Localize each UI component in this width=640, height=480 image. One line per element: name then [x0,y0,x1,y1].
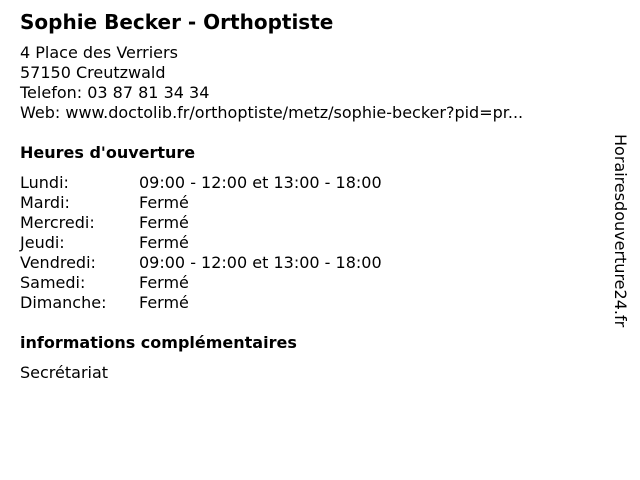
hours-row-wednesday [20,213,600,233]
day-label: Lundi: [20,173,69,192]
additional-info-heading: informations complémentaires [20,333,297,352]
city-postcode: 57150 Creutzwald [20,63,166,82]
day-label: Mercredi: [20,213,95,232]
hours-value: Fermé [139,193,189,212]
day-label: Dimanche: [20,293,107,312]
hours-value: Fermé [139,293,189,312]
hours-row-sunday [20,293,600,313]
additional-info-text: Secrétariat [20,363,109,382]
hours-value: 09:00 - 12:00 et 13:00 - 18:00 [139,173,382,192]
hours-row-thursday [20,233,600,253]
hours-row-monday [20,173,600,193]
address-block [20,43,600,123]
hours-row-tuesday [20,193,600,213]
day-label: Vendredi: [20,253,96,272]
opening-hours-table [20,173,600,313]
business-card [20,10,600,383]
day-label: Samedi: [20,273,86,292]
street-address: 4 Place des Verriers [20,43,178,62]
hours-row-saturday [20,273,600,293]
hours-value: 09:00 - 12:00 et 13:00 - 18:00 [139,253,382,272]
day-label: Mardi: [20,193,70,212]
hours-value: Fermé [139,273,189,292]
day-label: Jeudi: [20,233,65,252]
phone-number: Telefon: 03 87 81 34 34 [20,83,210,102]
hours-row-friday [20,253,600,273]
hours-value: Fermé [139,233,189,252]
hours-value: Fermé [139,213,189,232]
opening-hours-heading: Heures d'ouverture [20,143,196,162]
website-link[interactable]: Web: www.doctolib.fr/orthoptiste/metz/sophie-becker?pid=pr... [20,103,524,122]
site-watermark: Horairesdouverture24.fr [611,134,630,328]
page-title: Sophie Becker - Orthoptiste [20,10,334,34]
